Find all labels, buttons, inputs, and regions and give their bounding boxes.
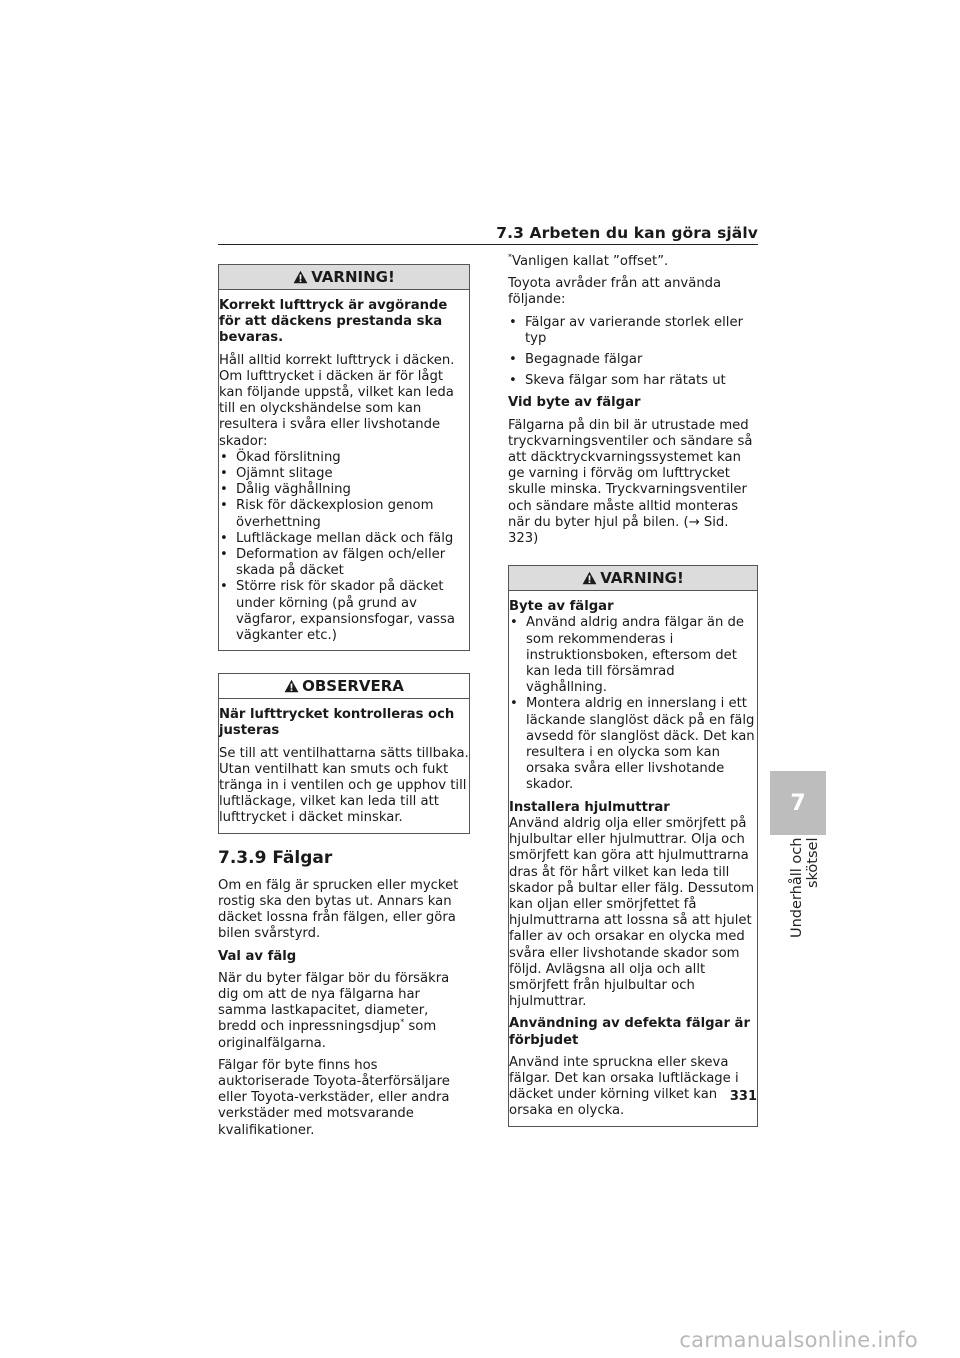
warning-list bbox=[509, 615, 757, 793]
warning-subheading-hjulmuttrar: Installera hjulmuttrar bbox=[509, 799, 670, 815]
chapter-tab bbox=[770, 771, 826, 835]
paragraph-text: som originalfälgarna. bbox=[218, 1019, 437, 1051]
warning-subheading-defekta: Användning av defekta fälgar är förbjudet bbox=[509, 1016, 750, 1048]
list-item: • Risk för däckexplosion genom överhettning bbox=[219, 498, 469, 530]
warning-list bbox=[219, 450, 469, 644]
list-item: • Skeva fälgar som har rätats ut bbox=[508, 373, 758, 389]
warning-intro: Håll alltid korrekt lufttryck i däcken. Om lufttrycket i däcken är för lågt kan följande uppstå, vilket kan leda till en olyckshändelse som kan resultera i svåra eller livshotande skador: bbox=[219, 352, 455, 449]
warning-box-header bbox=[509, 566, 757, 591]
footnote bbox=[508, 254, 758, 270]
warning-paragraph-defekta: Använd inte spruckna eller skeva fälgar. Det kan orsaka luftläckage i däcket under körning vilket kan orsaka en olycka. bbox=[509, 1054, 739, 1119]
warning-paragraph-oil: Använd aldrig olja eller smörjfett på hjulbultar eller hjulmuttrar. Olja och smörjfett kan göra att hjulmuttrarna dras åt för hårt vilket kan leda till skador på bultar eller fälg. Dessutom kan oljan eller smörjfettet få hjulmuttrarna att lossna så att hjulet faller av och orsakar en olycka med svåra eller livshotande skador som följd. Avlägsna all olja och allt smörjfett från hjulbultar och hjulmuttrar. bbox=[509, 815, 755, 1010]
page-number: 331 bbox=[729, 1089, 757, 1104]
list-item: • Ökad förslitning bbox=[219, 450, 469, 466]
chapter-number: 7 bbox=[790, 790, 806, 816]
list-item: • Använd aldrig andra fälgar än de som rekommenderas i instruktionsboken, eftersom det kan leda till försämrad väghållning. bbox=[509, 615, 757, 696]
paragraph-wheel-spec bbox=[218, 971, 470, 1052]
chapter-label: Underhåll och skötsel bbox=[789, 838, 821, 939]
subheading-val-av-falg: Val av fälg bbox=[218, 948, 297, 964]
avoid-list bbox=[508, 315, 758, 390]
paragraph-text: När du byter fälgar bör du försäkra dig om att de nya fälgarna har samma lastkapacitet, diameter, bredd och inpressningsdjup bbox=[218, 970, 450, 1035]
notice-text: Se till att ventilhattarna sätts tillbaka. Utan ventilhatt kan smuts och fukt tränga in i ventilen och ge upphov till luftläckage, vilket kan leda till att lufttrycket i däcket minskar. bbox=[219, 745, 469, 826]
section-header: 7.3 Arbeten du kan göra själv bbox=[496, 224, 758, 242]
left-column bbox=[218, 264, 470, 1145]
notice-box-label: OBSERVERA bbox=[302, 677, 404, 696]
paragraph-pressure-valves: Fälgarna på din bil är utrustade med tryckvarningsventiler och sändare så att däcktryckvarningssystemet kan ge varning i förväg om lufttrycket skulle minska. Tryckvarningsventiler och sändare måste alltid monteras när du byter hjul på bilen. (→ Sid. 323) bbox=[508, 417, 753, 547]
list-item: • Begagnade fälgar bbox=[508, 352, 758, 368]
warning-subheading-byte: Byte av fälgar bbox=[509, 599, 614, 615]
list-item: • Ojämnt slitage bbox=[219, 466, 469, 482]
list-item: • Montera aldrig en innerslang i ett läckande slanglöst däck på en fälg avsedd för slanglöst däck. Det kan resultera i en olycka som kan orsaka svåra eller livshotande skador. bbox=[509, 696, 757, 793]
warning-box-rims bbox=[508, 565, 758, 1126]
list-item: • Dålig väghållning bbox=[219, 482, 469, 498]
warning-box-header bbox=[219, 265, 469, 290]
right-column bbox=[508, 254, 758, 1127]
section-intro: Om en fälg är sprucken eller mycket rostig ska den bytas ut. Annars kan däcket lossna från fälgen, eller göra bilen svårstyrd. bbox=[218, 877, 459, 942]
section-title: 7.3.9 Fälgar bbox=[218, 847, 333, 868]
warning-box-pressure bbox=[218, 264, 470, 651]
warning-box-label: VARNING! bbox=[311, 267, 395, 286]
notice-box-header bbox=[219, 674, 469, 699]
footnote-marker: * bbox=[400, 1017, 405, 1027]
list-item: • Deformation av fälgen och/eller skada på däcket bbox=[219, 547, 469, 579]
list-item: • Luftläckage mellan däck och fälg bbox=[219, 531, 469, 547]
warning-heading: Korrekt lufttryck är avgörande för att däckens prestanda ska bevaras. bbox=[219, 298, 448, 346]
warning-triangle-icon bbox=[582, 571, 597, 585]
warning-box-label: VARNING! bbox=[600, 569, 684, 588]
header-rule bbox=[218, 244, 758, 245]
warning-triangle-icon bbox=[293, 270, 308, 284]
recommendation: Toyota avråder från att använda följande: bbox=[508, 276, 722, 308]
notice-icon bbox=[284, 679, 299, 693]
notice-heading: När lufttrycket kontrolleras och justeras bbox=[219, 707, 455, 739]
footnote-marker: * bbox=[508, 252, 512, 262]
list-item: • Större risk för skador på däcket under körning (på grund av vägfaror, expansionsfogar, vassa vägkanter etc.) bbox=[219, 579, 469, 644]
footnote-text: Vanligen kallat ”offset”. bbox=[512, 254, 669, 269]
paragraph-dealers: Fälgar för byte finns hos auktoriserade Toyota-återförsäljare eller Toyota-verkstäder, eller andra verkstäder med motsvarande kvalifikationer. bbox=[218, 1057, 450, 1138]
list-item: • Fälgar av varierande storlek eller typ bbox=[508, 315, 758, 347]
subheading-byte-av-falgar: Vid byte av fälgar bbox=[508, 395, 641, 411]
watermark: carmanualsonline.info bbox=[679, 1328, 918, 1352]
notice-box bbox=[218, 673, 470, 833]
